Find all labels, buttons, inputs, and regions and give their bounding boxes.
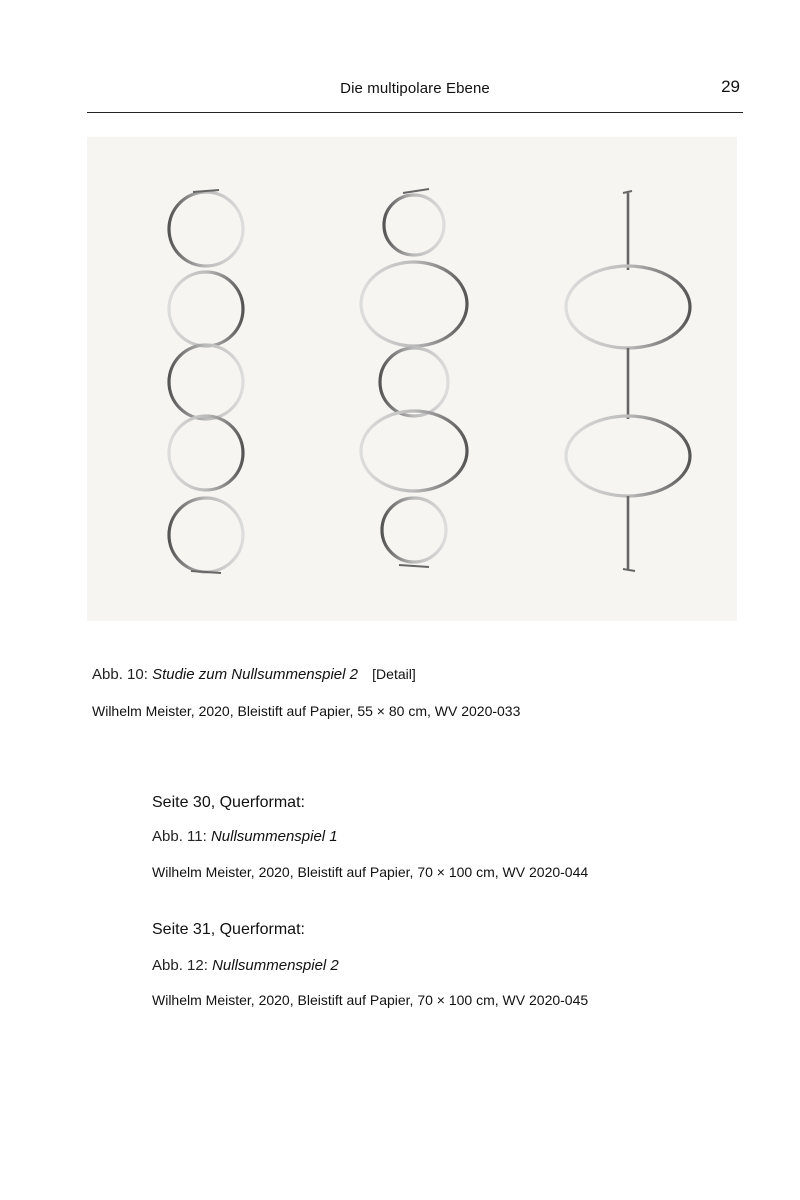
- list-figure-2: [152, 957, 339, 974]
- list-heading-1: Seite 30, Querformat:: [152, 794, 305, 811]
- loop-column-3: [566, 191, 690, 571]
- running-title: Die multipolare Ebene: [340, 80, 490, 97]
- list-figure-label-1: Abb. 11:: [152, 828, 207, 845]
- list-figure-1: [152, 828, 338, 845]
- figure-title: Studie zum Nullsummenspiel 2: [152, 666, 358, 683]
- list-heading-2: Seite 31, Querformat:: [152, 921, 305, 938]
- artwork-image: [87, 137, 737, 621]
- figure-credit: Wilhelm Meister, 2020, Bleistift auf Papier, 55 × 80 cm, WV 2020-033: [92, 703, 521, 719]
- circle-column-1: [169, 190, 243, 573]
- figure-caption: [92, 666, 416, 683]
- circle-column-2: [361, 189, 467, 567]
- list-figure-title-2: Nullsummenspiel 2: [212, 957, 339, 974]
- pencil-drawing: [87, 137, 737, 621]
- list-figure-title-1: Nullsummenspiel 1: [210, 828, 338, 845]
- figure-note: [Detail]: [372, 666, 416, 682]
- list-credit-2: Wilhelm Meister, 2020, Bleistift auf Papier, 70 × 100 cm, WV 2020-045: [152, 992, 589, 1008]
- page-number: 29: [721, 77, 740, 96]
- list-credit-1: Wilhelm Meister, 2020, Bleistift auf Papier, 70 × 100 cm, WV 2020-044: [152, 864, 589, 880]
- figure-label: Abb. 10:: [92, 666, 148, 683]
- list-figure-label-2: Abb. 12:: [152, 957, 208, 974]
- header-rule: [87, 112, 743, 113]
